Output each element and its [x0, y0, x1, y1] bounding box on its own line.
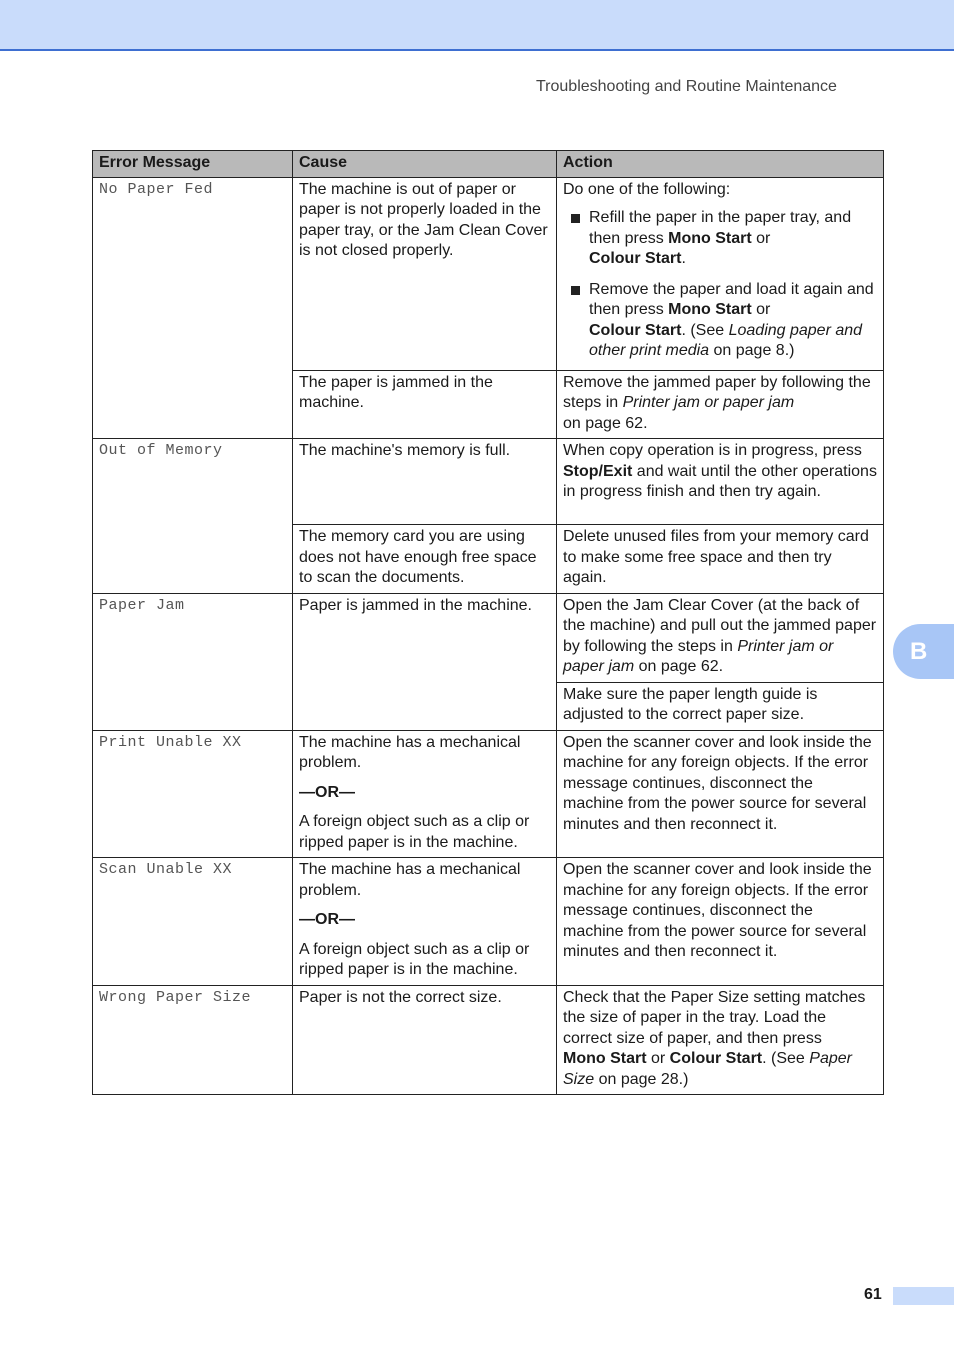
error-table — [92, 150, 884, 1095]
cause-cell — [293, 525, 557, 594]
column-header-action: Action — [557, 151, 884, 178]
chapter-tab[interactable] — [893, 624, 954, 679]
running-header: Troubleshooting and Routine Maintenance — [536, 78, 837, 95]
list-item: Refill the paper in the paper tray, and then press Mono Start or Colour Start. — [563, 208, 877, 270]
column-header-error: Error Message — [93, 151, 293, 178]
table-row — [93, 985, 884, 1095]
chapter-tab-label: B — [910, 637, 928, 665]
cause-text: The memory card you are using does not have enough free space to scan the documents. — [299, 528, 537, 586]
page-number: 61 — [864, 1286, 882, 1303]
cause-text: A foreign object such as a clip or ripped paper is in the machine. — [299, 813, 530, 851]
action-cell — [557, 858, 884, 986]
action-text: Open the scanner cover and look inside the machine for any foreign objects. If the error message continues, disconnect the machine from the power source for several minutes and then reconnect it. — [563, 733, 872, 833]
action-cell — [557, 177, 884, 370]
action-cell — [557, 525, 884, 594]
cause-cell — [293, 858, 557, 986]
error-code: No Paper Fed — [93, 177, 293, 439]
list-item: Remove the paper and load it again and then press Mono Start or Colour Start. (See Loading paper and other print media on page 8.) — [563, 280, 877, 362]
action-text: Delete unused files from your memory card to make some free space and then try again. — [563, 528, 869, 586]
action-intro: Do one of the following: — [563, 180, 731, 198]
action-cell: Check that the Paper Size setting matches the size of paper in the tray. Load the correct size of paper, and then press Mono Start or Colour Start. (See Paper Size on page 28.) — [557, 985, 884, 1095]
key-name: Colour Start — [589, 250, 682, 267]
key-name: Mono Start — [668, 301, 752, 318]
cause-cell — [293, 730, 557, 858]
footer-bar — [893, 1287, 954, 1305]
key-name: Mono Start — [563, 1050, 647, 1067]
cross-reference-link[interactable]: Printer jam or paper jam — [622, 394, 795, 411]
action-text: Open the scanner cover and look inside the machine for any foreign objects. If the error message continues, disconnect the machine from the power source for several minutes and then reconnect it. — [563, 861, 872, 960]
or-separator: —OR— — [299, 911, 355, 928]
column-header-cause: Cause — [293, 151, 557, 178]
cause-text: Paper is jammed in the machine. — [299, 596, 532, 614]
action-text: Make sure the paper length guide is adjusted to the correct paper size. — [563, 685, 818, 723]
action-cell: When copy operation is in progress, press Stop/Exit and wait until the other operations in progress finish and then try again. — [557, 439, 884, 525]
error-code: Scan Unable XX — [93, 858, 293, 986]
cause-cell — [293, 370, 557, 439]
cause-text: A foreign object such as a clip or ripped paper is in the machine. — [299, 940, 530, 978]
cause-cell — [293, 985, 557, 1095]
table-row — [93, 593, 884, 682]
or-separator: —OR— — [299, 783, 355, 801]
action-cell — [557, 682, 884, 730]
key-name: Colour Start — [589, 321, 682, 339]
action-cell — [557, 730, 884, 858]
action-cell: Open the Jam Clear Cover (at the back of the machine) and pull out the jammed paper by following the steps in Printer jam or paper jam on page 62. — [557, 593, 884, 682]
cause-cell — [293, 177, 557, 370]
action-list — [563, 208, 877, 362]
key-name: Colour Start — [669, 1050, 763, 1067]
table-header-row — [93, 151, 884, 178]
top-band — [0, 0, 954, 51]
table-row — [93, 439, 884, 525]
cause-text: The machine has a mechanical problem. — [299, 861, 521, 899]
key-name: Mono Start — [668, 229, 752, 247]
table-row — [93, 177, 884, 370]
cross-reference-link[interactable]: Printer jam or paper jam — [563, 637, 834, 675]
cause-text: The paper is jammed in the machine. — [299, 373, 493, 411]
cause-text: The machine has a mechanical problem. — [299, 733, 521, 771]
cause-text: The machine's memory is full. — [299, 442, 511, 459]
error-code: Wrong Paper Size — [93, 985, 293, 1095]
cause-cell — [293, 593, 557, 730]
cross-reference-link[interactable]: Paper Size — [563, 1050, 852, 1088]
table-row — [93, 730, 884, 858]
error-code: Out of Memory — [93, 439, 293, 594]
error-code: Print Unable XX — [93, 730, 293, 858]
action-cell: Remove the jammed paper by following the steps in Printer jam or paper jam on page 62. — [557, 370, 884, 439]
cross-reference-link[interactable]: Loading paper and other print media — [589, 321, 863, 359]
cause-text: The machine is out of paper or paper is not properly loaded in the paper tray, or the Jam Clean Cover is not closed properly. — [299, 180, 548, 259]
key-name: Stop/Exit — [563, 462, 633, 480]
table-row — [93, 858, 884, 986]
error-code: Paper Jam — [93, 593, 293, 730]
cause-cell — [293, 439, 557, 525]
cause-text: Paper is not the correct size. — [299, 988, 502, 1006]
